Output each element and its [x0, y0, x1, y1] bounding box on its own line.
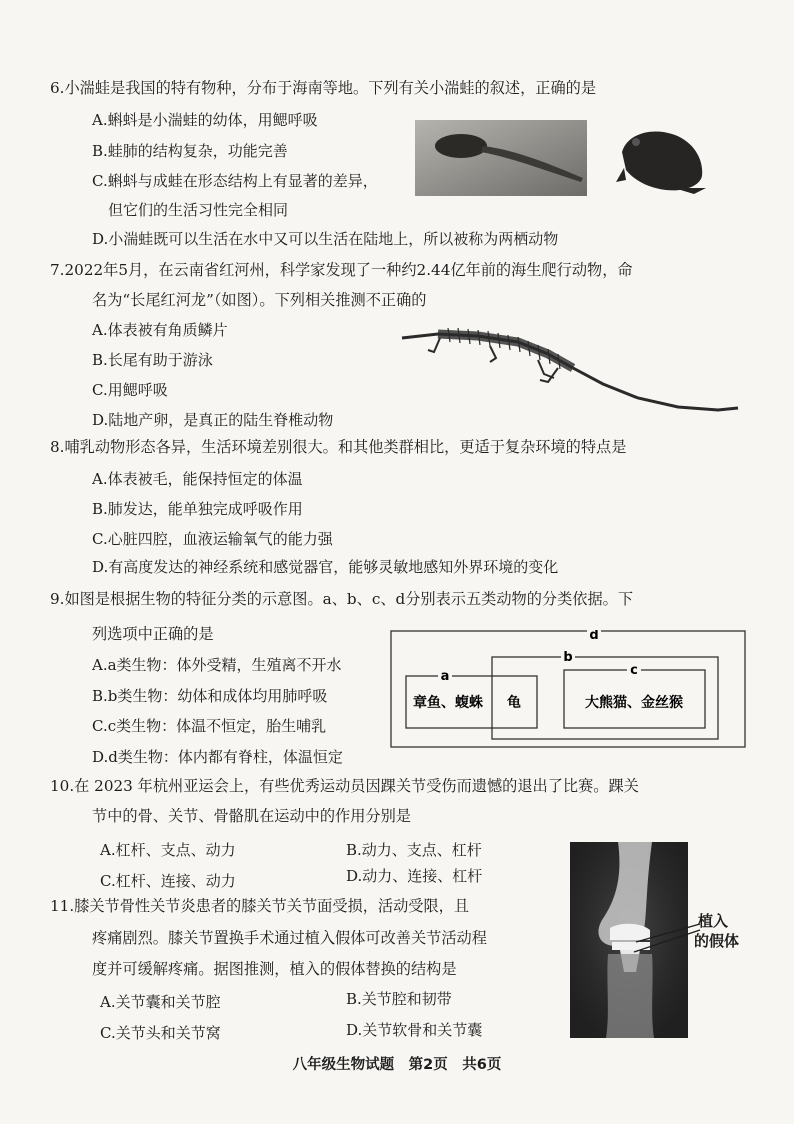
label-b: b [563, 650, 573, 665]
q9-stem-line1: 9.如图是根据生物的特征分类的示意图。a、b、c、d分别表示五类动物的分类依据。下 [50, 590, 634, 608]
q11-option-c: C.关节头和关节窝 [100, 1024, 221, 1042]
q6-option-b: B.蛙肺的结构复杂，功能完善 [92, 142, 288, 160]
q11-option-b: B.关节腔和韧带 [346, 990, 452, 1008]
q6-option-c-cont: 但它们的生活习性完全相同 [108, 201, 289, 219]
q6-option-c: C.蝌蚪与成蛙在形态结构上有显著的差异， [92, 172, 378, 190]
q11-option-a: A.关节囊和关节腔 [100, 993, 221, 1011]
q8-option-a: A.体表被毛，能保持恒定的体温 [92, 470, 303, 488]
q8-stem: 8.哺乳动物形态各异，生活环境差别很大。和其他类群相比，更适于复杂环境的特点是 [50, 438, 627, 456]
fossil-figure [398, 312, 742, 414]
box-d [391, 631, 745, 747]
q8-option-b: B.肺发达，能单独完成呼吸作用 [92, 500, 303, 518]
q9-option-d: D.d类生物：体内都有脊柱，体温恒定 [92, 748, 343, 766]
q9-option-c: C.c类生物：体温不恒定，胎生哺乳 [92, 717, 327, 735]
q7-stem-line1: 7.2022年5月，在云南省红河州，科学家发现了一种约2.44亿年前的海生爬行动物，命 [50, 261, 633, 279]
q11-option-d: D.关节软骨和关节囊 [346, 1021, 483, 1039]
q10-option-c: C.杠杆、连接、动力 [100, 872, 236, 890]
q10-stem-line2: 节中的骨、关节、骨骼肌在运动中的作用分别是 [92, 807, 411, 825]
q11-stem-line3: 度并可缓解疼痛。据图推测，植入的假体替换的结构是 [92, 960, 457, 978]
q11-stem-line1: 11.膝关节骨性关节炎患者的膝关节关节面受损，活动受限，且 [50, 897, 470, 915]
q8-option-c: C.心脏四腔，血液运输氧气的能力强 [92, 530, 333, 548]
knee-xray-figure [570, 842, 750, 1038]
label-a: a [440, 669, 450, 684]
implant-label-line1: 植入 [698, 912, 729, 930]
label-c: c [630, 663, 638, 678]
classification-diagram [390, 630, 746, 748]
q10-option-a: A.杠杆、支点、动力 [100, 841, 236, 859]
q6-stem: 6.小湍蛙是我国的特有物种，分布于海南等地。下列有关小湍蛙的叙述，正确的是 [50, 79, 597, 97]
q9-option-b: B.b类生物：幼体和成体均用肺呼吸 [92, 687, 328, 705]
implant-label-line2: 的假体 [694, 932, 740, 950]
group-turtle: 龟 [507, 695, 521, 711]
q9-option-a: A.a类生物：体外受精，生殖离不开水 [92, 656, 342, 674]
q6-option-a: A.蝌蚪是小湍蛙的幼体，用鳃呼吸 [92, 111, 318, 129]
q10-option-b: B.动力、支点、杠杆 [346, 841, 482, 859]
label-d: d [589, 630, 599, 643]
q6-option-d: D.小湍蛙既可以生活在水中又可以生活在陆地上，所以被称为两栖动物 [92, 230, 559, 248]
q11-stem-line2: 疼痛剧烈。膝关节置换手术通过植入假体可改善关节活动程 [92, 929, 487, 947]
q7-option-c: C.用鳃呼吸 [92, 381, 168, 399]
page-footer: 八年级生物试题 第2页 共6页 [292, 1057, 502, 1073]
frog-photo [614, 122, 710, 196]
q10-option-d: D.动力、连接、杠杆 [346, 867, 483, 885]
q7-stem-line2: 名为“长尾红河龙”（如图）。下列相关推测不正确的 [92, 291, 427, 309]
q7-option-b: B.长尾有助于游泳 [92, 351, 213, 369]
q7-option-a: A.体表被有角质鳞片 [92, 321, 228, 339]
group-panda-monkey: 大熊猫、金丝猴 [585, 695, 683, 711]
q8-option-d: D.有高度发达的神经系统和感觉器官，能够灵敏地感知外界环境的变化 [92, 558, 559, 576]
q10-stem-line1: 10.在 2023 年杭州亚运会上，有些优秀运动员因踝关节受伤而遗憾的退出了比赛。踝关 [50, 777, 639, 795]
q9-stem-line2: 列选项中正确的是 [92, 625, 214, 643]
group-octopus-spider: 章鱼、蝮蛛 [413, 695, 483, 711]
q7-option-d: D.陆地产卵，是真正的陆生脊椎动物 [92, 411, 334, 429]
tadpole-photo [415, 120, 587, 196]
